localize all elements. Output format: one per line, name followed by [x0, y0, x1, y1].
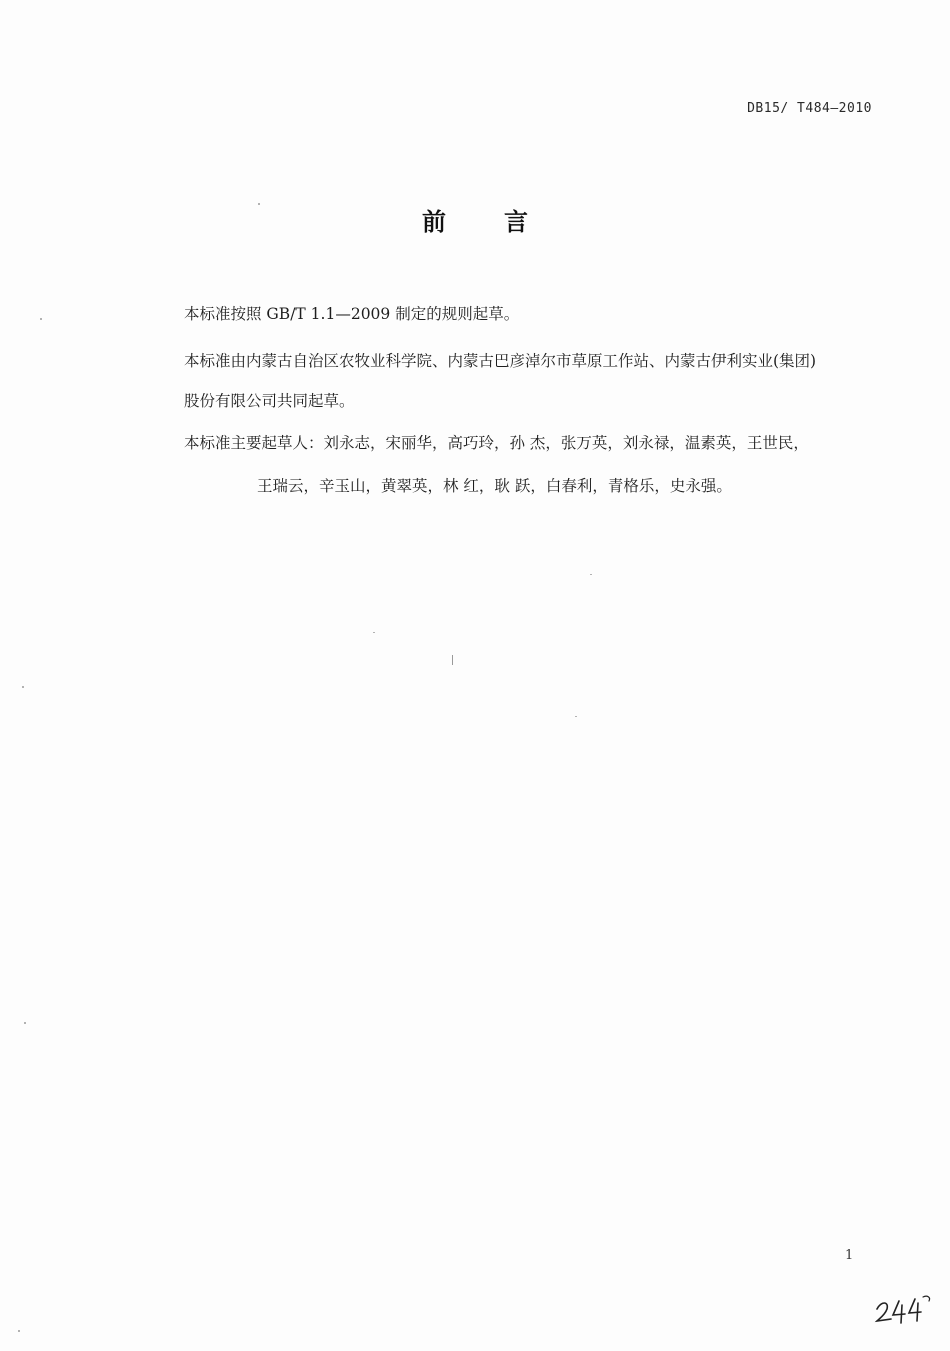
scan-speck	[575, 716, 577, 717]
standard-code: DB15/ T484—2010	[747, 101, 872, 116]
scan-speck	[24, 1022, 26, 1024]
scan-speck	[373, 632, 375, 633]
handwritten-page-mark	[873, 1293, 933, 1329]
scan-speck	[590, 574, 592, 575]
scan-speck	[452, 655, 453, 665]
paragraph-drafting-rules: 本标准按照 GB/T 1.1—2009 制定的规则起草。	[184, 305, 520, 323]
scan-speck	[258, 203, 260, 205]
paragraph-drafters-line-1: 本标准主要起草人：刘永志，宋丽华，高巧玲，孙 杰，张万英，刘永禄，温素英，王世民，	[184, 434, 809, 452]
scan-speck	[22, 686, 24, 688]
paragraph-drafting-organizations-line-2: 股份有限公司共同起草。	[184, 392, 355, 410]
scan-speck	[40, 318, 42, 320]
paragraph-drafting-organizations-line-1: 本标准由内蒙古自治区农牧业科学院、内蒙古巴彦淖尔市草原工作站、内蒙古伊利实业(集团)	[184, 352, 817, 370]
page-number: 1	[845, 1248, 854, 1263]
scan-speck	[18, 1330, 20, 1332]
paragraph-drafters-line-2: 王瑞云，辛玉山，黄翠英，林 红，耿 跃，白春利，青格乐，史永强。	[257, 477, 732, 495]
page-title: 前言	[422, 208, 586, 236]
